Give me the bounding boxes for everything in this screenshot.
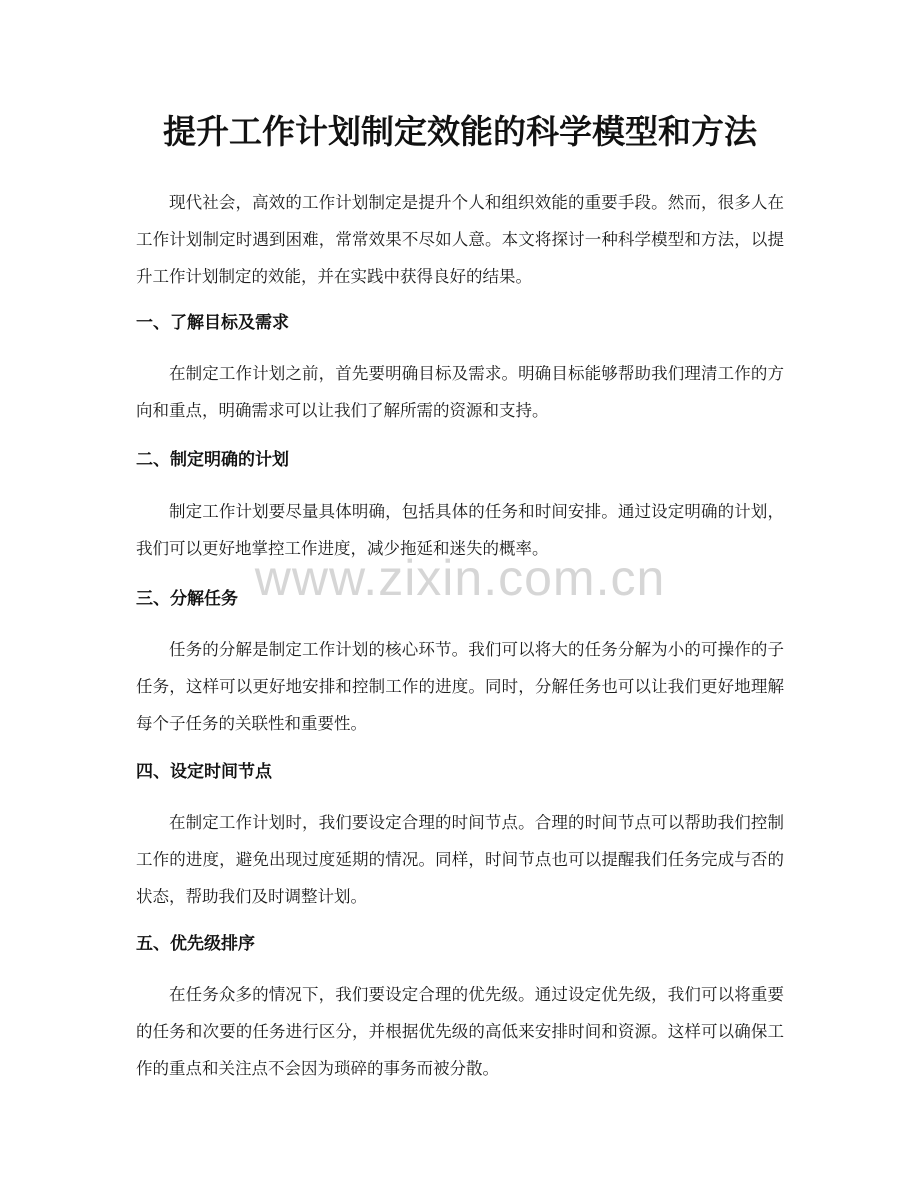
section-heading-4: 四、设定时间节点 (136, 762, 272, 782)
section-body-5: 在任务众多的情况下，我们要设定合理的优先级。通过设定优先级，我们可以将重要的任务和次要的任务进行区分，并根据优先级的高低来安排时间和资源。这样可以确保工作的重点和关注点不会因为琐碎的事务而被分散。 (136, 985, 784, 1078)
watermark: www.zixin.com.cn (254, 550, 666, 606)
section-body-1: 在制定工作计划之前，首先要明确目标及需求。明确目标能够帮助我们理清工作的方向和重点，明确需求可以让我们了解所需的资源和支持。 (136, 364, 784, 420)
document-title: 提升工作计划制定效能的科学模型和方法 (163, 112, 757, 151)
section-heading-1: 一、了解目标及需求 (136, 313, 289, 333)
section-body-3: 任务的分解是制定工作计划的核心环节。我们可以将大的任务分解为小的可操作的子任务，这样可以更好地安排和控制工作的进度。同时，分解任务也可以让我们更好地理解每个子任务的关联性和重要性。 (136, 640, 784, 733)
section-heading-3: 三、分解任务 (136, 589, 238, 609)
section-heading-2: 二、制定明确的计划 (136, 450, 289, 470)
section-body-4: 在制定工作计划时，我们要设定合理的时间节点。合理的时间节点可以帮助我们控制工作的进度，避免出现过度延期的情况。同样，时间节点也可以提醒我们任务完成与否的状态，帮助我们及时调整计划。 (136, 813, 784, 906)
section-heading-5: 五、优先级排序 (136, 934, 255, 954)
section-body-2: 制定工作计划要尽量具体明确，包括具体的任务和时间安排。通过设定明确的计划，我们可以更好地掌控工作进度，减少拖延和迷失的概率。 (136, 502, 784, 558)
intro-paragraph: 现代社会，高效的工作计划制定是提升个人和组织效能的重要手段。然而，很多人在工作计划制定时遇到困难，常常效果不尽如人意。本文将探讨一种科学模型和方法，以提升工作计划制定的效能，并在实践中获得良好的结果。 (136, 193, 784, 286)
